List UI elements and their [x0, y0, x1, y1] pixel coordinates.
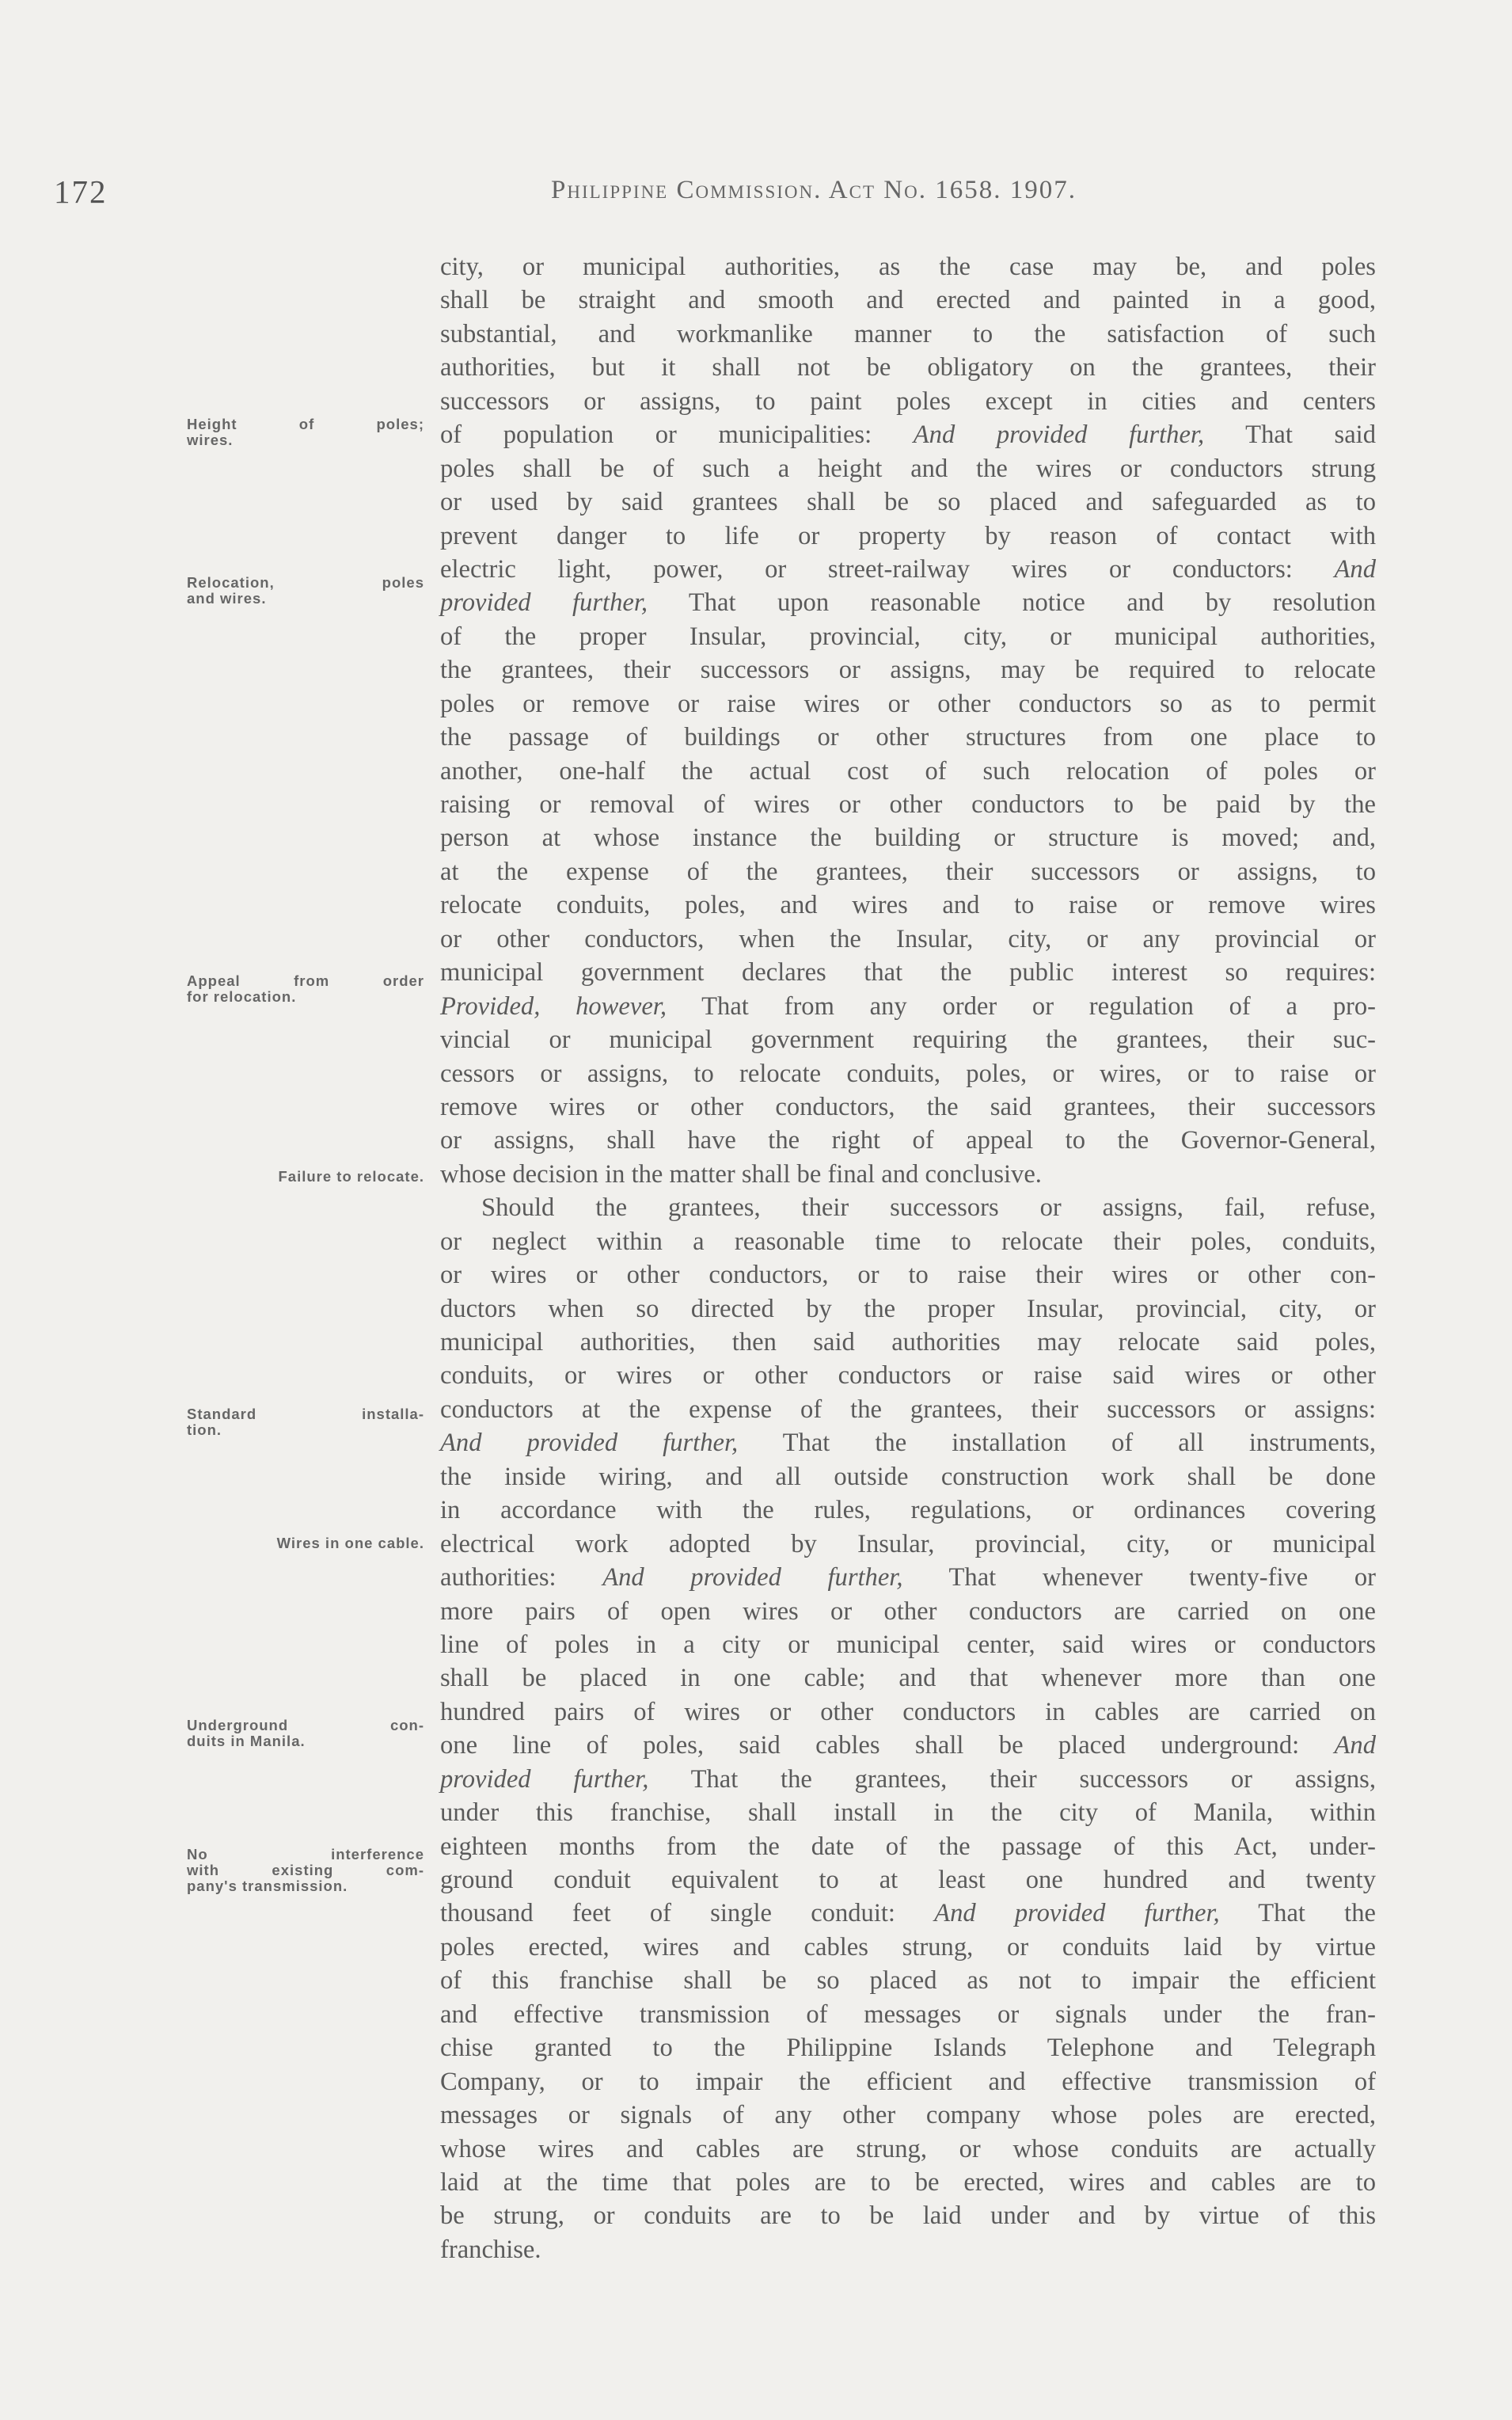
marginal-note-line: Appeal from order	[187, 972, 424, 989]
body-line: municipal authorities, then said authorities may relocate said poles,	[440, 1328, 1376, 1356]
italic-phrase: And	[1334, 1731, 1376, 1760]
body-line: Provided, however, That from any order or regulation of a pro-	[440, 991, 1376, 1021]
body-line: And provided further, That the installation of all instruments,	[440, 1429, 1376, 1458]
italic-phrase: And provided further,	[440, 1429, 739, 1458]
body-line: laid at the time that poles are to be erected, wires and cables are to	[440, 2167, 1376, 2197]
italic-phrase: And provided further,	[934, 1899, 1220, 1928]
body-line: whose decision in the matter shall be final and conclusive.	[440, 1159, 1042, 1189]
body-line: municipal government declares that the public interest so requires:	[440, 958, 1376, 987]
italic-phrase: And provided further,	[602, 1563, 903, 1592]
body-line: provided further, That upon reasonable notice and by resolution	[440, 588, 1376, 618]
page-header	[0, 173, 1512, 220]
body-line: the inside wiring, and all outside construction work shall be done	[440, 1462, 1376, 1491]
body-line: ground conduit equivalent to at least one hundred and twenty	[440, 1866, 1376, 1894]
marginal-note-line: tion.	[187, 1421, 222, 1438]
marginal-note	[187, 1718, 424, 1749]
marginal-note-line: with existing com-	[187, 1862, 424, 1878]
italic-phrase: Provided, however,	[440, 991, 667, 1021]
body-line: in accordance with the rules, regulations, or ordinances covering	[440, 1496, 1376, 1525]
body-line: vincial or municipal government requiring the grantees, their suc-	[440, 1025, 1376, 1055]
italic-phrase: And provided further,	[913, 420, 1205, 450]
body-line: under this franchise, shall install in the city of Manila, within	[440, 1798, 1376, 1828]
marginal-note-line: wires.	[187, 432, 234, 448]
body-line: the passage of buildings or other structures from one place to	[440, 723, 1376, 752]
italic-phrase: provided further,	[440, 588, 648, 618]
marginal-note-line: pany's transmission.	[187, 1878, 348, 1894]
body-line: shall be straight and smooth and erected and painted in a good,	[440, 286, 1376, 315]
body-line: or assigns, shall have the right of appeal to the Governor-General,	[440, 1126, 1376, 1155]
italic-phrase: And	[1334, 554, 1376, 584]
body-line: at the expense of the grantees, their successors or assigns, to	[440, 857, 1376, 886]
marginal-note-line: Wires in one cable.	[276, 1535, 424, 1551]
marginal-note	[187, 1847, 424, 1894]
body-line: remove wires or other conductors, the said grantees, their successors	[440, 1092, 1376, 1121]
body-line: or used by said grantees shall be so placed and safeguarded as to	[440, 488, 1376, 517]
body-line: substantial, and workmanlike manner to the satisfaction of such	[440, 319, 1376, 348]
body-line: messages or signals of any other company whose poles are erected,	[440, 2101, 1376, 2130]
body-line: be strung, or conduits are to be laid under and by virtue of this	[440, 2201, 1376, 2231]
body-line: electrical work adopted by Insular, provincial, city, or municipal	[440, 1529, 1376, 1558]
marginal-note-line: No interference	[187, 1846, 424, 1863]
body-text	[440, 250, 1376, 2266]
body-line: one line of poles, said cables shall be placed underground: And	[440, 1731, 1376, 1760]
body-line: provided further, That the grantees, their successors or assigns,	[440, 1764, 1376, 1794]
body-line: or other conductors, when the Insular, city, or any provincial or	[440, 924, 1376, 953]
body-line: and effective transmission of messages or signals under the fran-	[440, 2000, 1376, 2029]
body-line: poles or remove or raise wires or other conductors so as to permit	[440, 689, 1376, 718]
marginal-note	[187, 1406, 424, 1438]
body-line: of the proper Insular, provincial, city, or municipal authorities,	[440, 622, 1376, 651]
marginal-note-line: Failure to relocate.	[278, 1168, 424, 1185]
body-line: conduits, or wires or other conductors or raise said wires or other	[440, 1361, 1376, 1391]
body-line: poles erected, wires and cables strung, or conduits laid by virtue	[440, 1932, 1376, 1961]
body-line: or wires or other conductors, or to raise their wires or other con-	[440, 1261, 1376, 1290]
body-line: raising or removal of wires or other conductors to be paid by the	[440, 790, 1376, 819]
body-line: more pairs of open wires or other conductors are carried on one	[440, 1596, 1376, 1626]
marginal-note-line: Height of poles;	[187, 416, 424, 432]
body-line: shall be placed in one cable; and that whenever more than one	[440, 1664, 1376, 1693]
page-number: 172	[54, 173, 108, 210]
marginal-note	[187, 417, 424, 448]
marginal-note-line: for relocation.	[187, 988, 297, 1005]
body-line: another, one-half the actual cost of such relocation of poles or	[440, 756, 1376, 786]
body-line: city, or municipal authorities, as the case may be, and poles	[440, 253, 1376, 281]
body-line: ductors when so directed by the proper Insular, provincial, city, or	[440, 1294, 1376, 1323]
body-line: Company, or to impair the efficient and effective transmission of	[440, 2067, 1376, 2096]
body-line: successors or assigns, to paint poles except in cities and centers	[440, 386, 1376, 416]
body-line: cessors or assigns, to relocate conduits, poles, or wires, or to raise or	[440, 1059, 1376, 1088]
body-line: prevent danger to life or property by reason of contact with	[440, 521, 1376, 550]
italic-phrase: provided further,	[440, 1764, 649, 1794]
marginal-note-line: and wires.	[187, 590, 267, 607]
marginal-note	[187, 973, 424, 1005]
body-line: Should the grantees, their successors or assigns, fail, refuse,	[481, 1193, 1376, 1223]
body-line: whose wires and cables are strung, or whose conduits are actually	[440, 2134, 1376, 2163]
body-line: hundred pairs of wires or other conductors in cables are carried on	[440, 1697, 1376, 1726]
body-line: poles shall be of such a height and the wires or conductors strung	[440, 454, 1376, 483]
body-line: authorities: And provided further, That whenever twenty-five or	[440, 1563, 1376, 1592]
body-line: conductors at the expense of the grantees, their successors or assigns:	[440, 1395, 1376, 1424]
marginal-note-line: Underground con-	[187, 1717, 424, 1733]
marginal-note	[187, 1169, 424, 1185]
body-line: line of poles in a city or municipal center, said wires or conductors	[440, 1630, 1376, 1659]
body-line: chise granted to the Philippine Islands Telephone and Telegraph	[440, 2034, 1376, 2063]
marginal-note-line: Standard installa-	[187, 1406, 424, 1422]
marginal-note-line: Relocation, poles	[187, 574, 424, 591]
body-line: franchise.	[440, 2235, 541, 2264]
marginal-note-line: duits in Manila.	[187, 1733, 306, 1749]
body-line: eighteen months from the date of the passage of this Act, under-	[440, 1832, 1376, 1861]
body-line: or neglect within a reasonable time to relocate their poles, conduits,	[440, 1227, 1376, 1256]
marginal-note	[187, 575, 424, 607]
body-line: thousand feet of single conduit: And provided further, That the	[440, 1899, 1376, 1928]
body-line: the grantees, their successors or assigns, may be required to relocate	[440, 656, 1376, 685]
body-line: authorities, but it shall not be obligatory on the grantees, their	[440, 353, 1376, 382]
body-line: relocate conduits, poles, and wires and to raise or remove wires	[440, 891, 1376, 920]
body-line: of population or municipalities: And provided further, That said	[440, 420, 1376, 450]
body-line: person at whose instance the building or structure is moved; and,	[440, 824, 1376, 853]
body-line: electric light, power, or street-railway wires or conductors: And	[440, 554, 1376, 584]
marginal-note	[187, 1535, 424, 1551]
running-head: Philippine Commission. Act No. 1658. 1907.	[551, 176, 1077, 204]
body-line: of this franchise shall be so placed as not to impair the efficient	[440, 1966, 1376, 1996]
